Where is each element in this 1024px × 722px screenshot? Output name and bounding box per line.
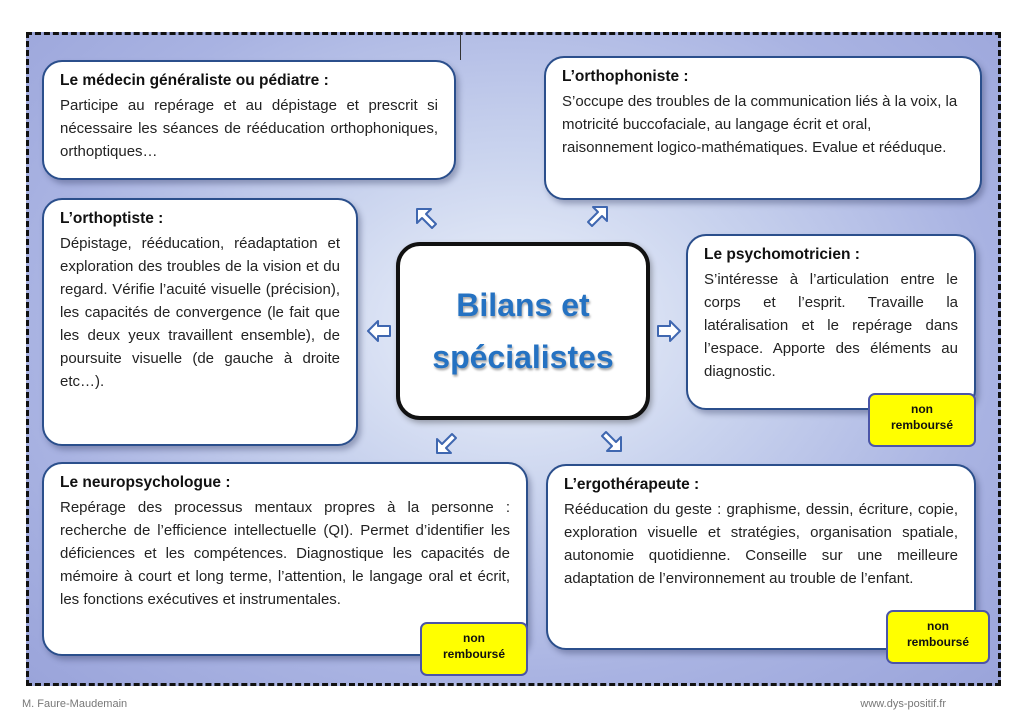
arrow-left-icon [366, 318, 392, 344]
orthoptiste-text: Dépistage, rééducation, réadaptation et exploration des troubles de la vision et du regard. Vérifie l’acuité visuelle (précision), les capacités de convergence (le fait que les deux yeux travaillent ensemble), de poursuite visuelle (de gauche à droite etc…). [60, 235, 340, 390]
arrow-up-right-icon [584, 204, 610, 230]
center-title-line1: Bilans et [456, 287, 590, 323]
box-medecin [42, 60, 456, 180]
neuropsychologue-title: Le neuropsychologue : [60, 474, 231, 491]
center-title-line2: spécialistes [432, 339, 614, 375]
arrow-up-left-icon [414, 206, 440, 232]
neuropsychologue-text: Repérage des processus mentaux propres à la personne : recherche de l’efficience intellectuelle (QI). Permet d’identifier les déficiences et les compétences. Diagnostique les capacités de mémoire à court et long terme, l’attention, le langage oral et écrit, les fonctions exécutives et instrumentales. [60, 499, 510, 608]
arrow-right-icon [656, 318, 682, 344]
center-box [396, 242, 650, 420]
medecin-title: Le médecin généraliste ou pédiatre : [60, 72, 329, 89]
box-orthophoniste [544, 56, 982, 200]
badge-line1: non [911, 402, 933, 416]
badge-line1: non [463, 631, 485, 645]
divider-line [460, 34, 461, 60]
medecin-text: Participe au repérage et au dépistage et prescrit si nécessaire les séances de rééducation orthophoniques, orthoptiques… [60, 97, 438, 160]
box-psychomotricien [686, 234, 976, 410]
arrow-down-right-icon [598, 428, 624, 454]
orthophoniste-text: S’occupe des troubles de la communication liés à la voix, la motricité buccofaciale, au langage écrit et oral, raisonnement logico-mathématiques. Evalue et rééduque. [562, 93, 958, 156]
badge-psychomotricien [868, 393, 976, 447]
psychomotricien-text: S’intéresse à l’articulation entre le corps et l’esprit. Travaille la latéralisation et le repérage dans l’espace. Apporte des éléments au diagnostic. [704, 271, 958, 380]
badge-line2: remboursé [890, 418, 954, 432]
psychomotricien-title: Le psychomotricien : [704, 246, 860, 263]
badge-line2: remboursé [906, 635, 970, 649]
badge-line2: remboursé [442, 647, 506, 661]
ergotherapeute-title: L’ergothérapeute : [564, 476, 700, 493]
badge-neuropsychologue [420, 622, 528, 676]
footer-site: www.dys-positif.fr [860, 698, 946, 710]
badge-line1: non [927, 619, 949, 633]
badge-ergotherapeute [886, 610, 990, 664]
ergotherapeute-text: Rééducation du geste : graphisme, dessin, écriture, copie, exploration visuelle et stratégies, organisation spatiale, autonomie quotidienne. Conseille sur une meilleure adaptation de l’environnement au trouble de l’enfant. [564, 501, 958, 587]
orthophoniste-title: L’orthophoniste : [562, 68, 689, 85]
box-orthoptiste [42, 198, 358, 446]
footer-author: M. Faure-Maudemain [22, 698, 128, 710]
center-title [432, 279, 613, 383]
arrow-down-left-icon [434, 430, 460, 456]
orthoptiste-title: L’orthoptiste : [60, 210, 164, 227]
